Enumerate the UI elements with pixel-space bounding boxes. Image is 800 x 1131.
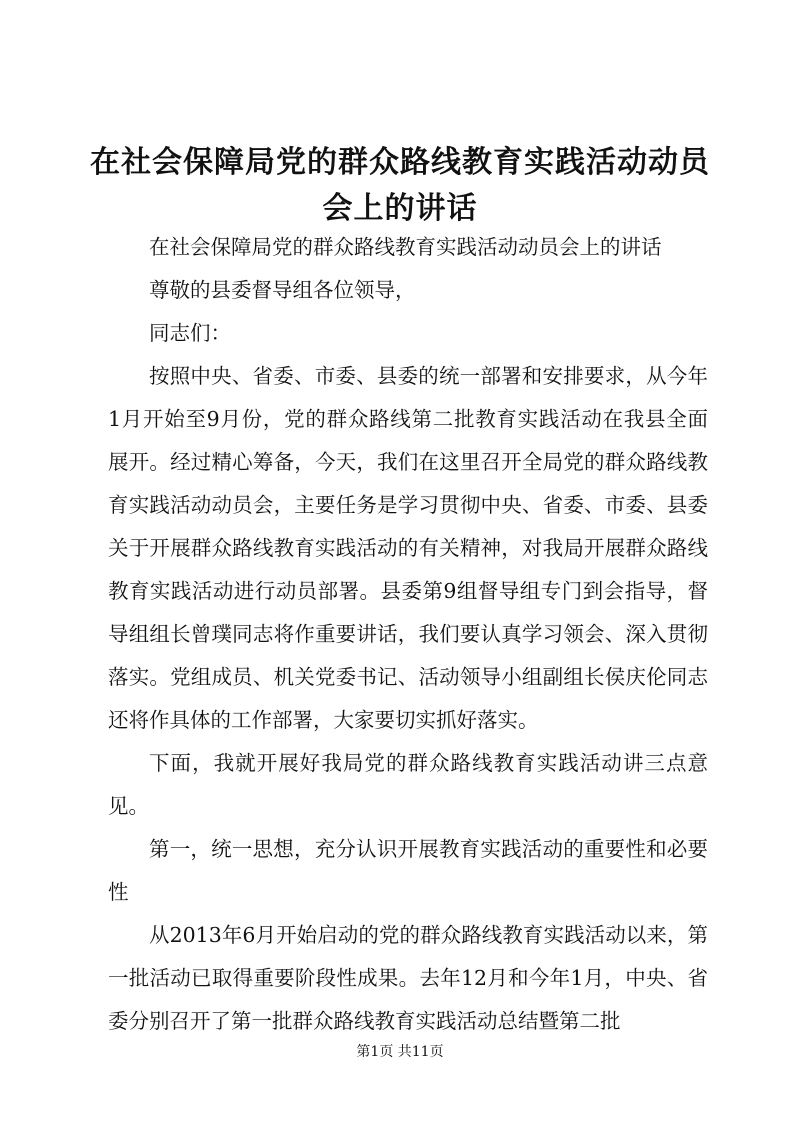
paragraph-salutation-leaders: 尊敬的县委督导组各位领导， [149,278,416,302]
paragraph-salutation-comrades: 同志们： [149,321,231,345]
document-title [80,140,720,232]
document-body [108,226,708,1043]
page-footer: 第1页 共11页 [356,1044,444,1060]
title-line-2: 会上的讲话 [322,191,478,226]
title-line-1: 在社会保障局党的群众路线教育实践活动动员 [90,145,710,180]
paragraph-section-heading-1: 第一，统一思想，充分认识开展教育实践活动的重要性和必要性 [108,837,708,904]
paragraph-outline: 下面，我就开展好我局党的群众路线教育实践活动讲三点意见。 [108,751,708,818]
paragraph-section-1-body: 从2013年6月开始启动的党的群众路线教育实践活动以来，第一批活动已取得重要阶段性成果。去年12月和今年1月，中央、省委分别召开了第一批群众路线教育实践活动总结暨第二批 [108,923,708,1033]
paragraph-intro: 按照中央、省委、市委、县委的统一部署和安排要求，从今年1月开始至9月份，党的群众路线第二批教育实践活动在我县全面展开。经过精心筹备，今天，我们在这里召开全局党的群众路线教育实践活动动员会，主要任务是学习贯彻中央、省委、市委、县委关于开展群众路线教育实践活动的有关精神，对我局开展群众路线教育实践活动进行动员部署。县委第9组督导组专门到会指导，督导组组长曾璞同志将作重要讲话，我们要认真学习领会、深入贯彻落实。党组成员、机关党委书记、活动领导小组副组长侯庆伦同志还将作具体的工作部署，大家要切实抓好落实。 [108,364,708,732]
paragraph-subtitle: 在社会保障局党的群众路线教育实践活动动员会上的讲话 [149,235,662,259]
